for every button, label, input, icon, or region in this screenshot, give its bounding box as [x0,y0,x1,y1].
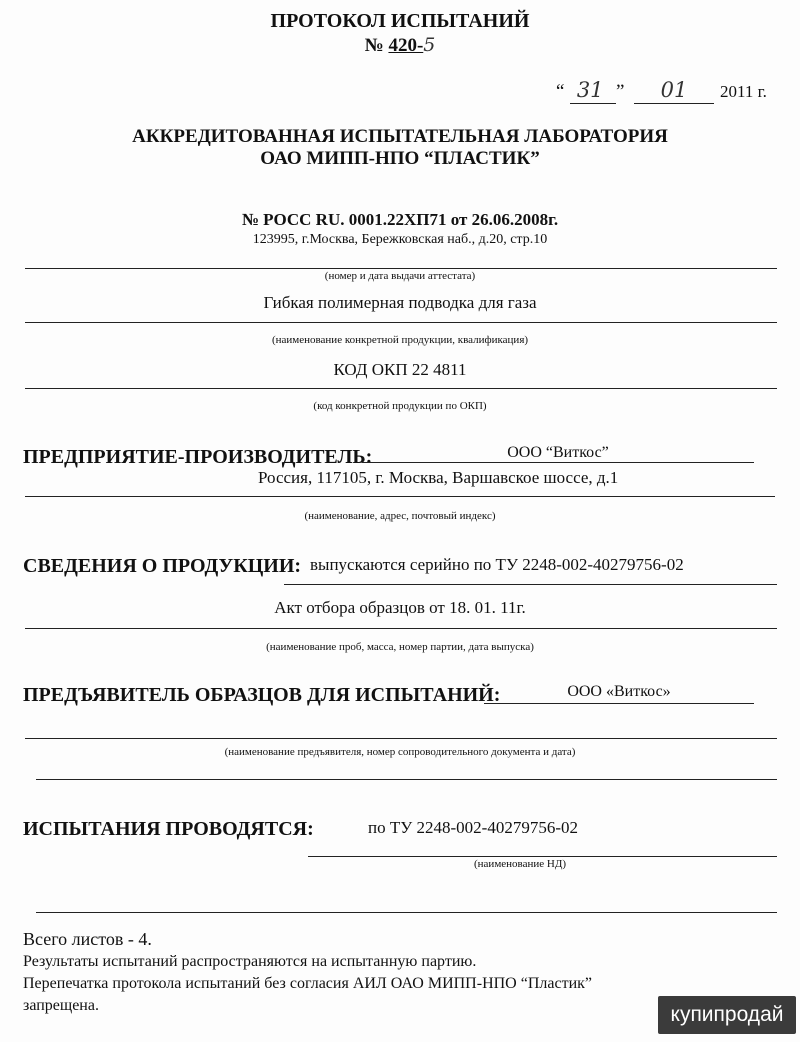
sample-act: Акт отбора образцов от 18. 01. 11г. [274,598,526,617]
product-code-caption: (код конкретной продукции по ОКП) [313,400,487,412]
lab-title-line2: ОАО МИПП-НПО “ПЛАСТИК” [260,148,540,169]
product-code: КОД ОКП 22 4811 [333,360,467,379]
product-info-value: выпускаются серийно по ТУ 2248-002-40279756-02 [310,555,684,574]
total-sheets: Всего листов - 4. [23,929,152,949]
divider-line [25,322,777,323]
cert-caption: (номер и дата выдачи аттестата) [324,270,476,282]
site-watermark: купипродай [658,996,796,1034]
divider-line [25,388,777,389]
divider-line [36,779,777,780]
tests-label: ИСПЫТАНИЯ ПРОВОДЯТСЯ: [23,818,314,840]
submitter-name: ООО «Виткос» [567,683,671,700]
submitter-name-underline [484,703,754,704]
date-close-quote: ” [615,81,625,102]
document-title: ПРОТОКОЛ ИСПЫТАНИЙ [270,10,530,32]
manufacturer-name-underline [362,462,754,463]
footer-line-3: запрещена. [23,997,99,1014]
number-prefix: № [364,35,384,56]
product-info-underline [284,584,777,585]
submitter-caption: (наименование предъявителя, номер сопроводительного документа и дата) [224,746,576,758]
date-month: 01 [660,78,688,102]
number-handwritten: 5 [423,34,436,56]
divider-line [25,628,777,629]
product-name: Гибкая полимерная подводка для газа [263,293,537,312]
month-underline [634,103,714,104]
lab-address: 123995, г.Москва, Бережковская наб., д.20, стр.10 [252,232,548,247]
tests-caption: (наименование НД) [474,858,566,870]
submitter-label: ПРЕДЪЯВИТЕЛЬ ОБРАЗЦОВ ДЛЯ ИСПЫТАНИЙ: [23,684,501,706]
lab-title-line1: АККРЕДИТОВАННАЯ ИСПЫТАТЕЛЬНАЯ ЛАБОРАТОРИЯ [132,126,668,147]
date-day: 31 [576,78,604,102]
date-year: 2011 г. [720,82,767,101]
number-printed: 420- [388,35,424,56]
divider-line [25,268,777,269]
manufacturer-name: ООО “Виткос” [507,444,609,461]
protocol-number [0,34,800,57]
manufacturer-caption: (наименование, адрес, почтовый индекс) [304,510,496,522]
product-name-caption: (наименование конкретной продукции, квалификация) [271,334,529,346]
manufacturer-label: ПРЕДПРИЯТИЕ-ПРОИЗВОДИТЕЛЬ: [23,446,373,468]
day-underline [570,103,616,104]
footer-line-2: Перепечатка протокола испытаний без согласия АИЛ ОАО МИПП-НПО “Пластик” [23,975,592,992]
product-info-label: СВЕДЕНИЯ О ПРОДУКЦИИ: [23,555,302,577]
document-date [556,78,624,103]
product-info-caption: (наименование проб, масса, номер партии, дата выпуска) [266,641,534,653]
divider-line [25,738,777,739]
divider-line [25,496,775,497]
tests-underline [308,856,777,857]
manufacturer-address: Россия, 117105, г. Москва, Варшавское шоссе, д.1 [258,468,619,487]
divider-line [36,912,777,913]
lab-certificate: № РОСС RU. 0001.22ХП71 от 26.06.2008г. [241,210,559,229]
footer-line-1: Результаты испытаний распространяются на испытанную партию. [23,953,477,970]
date-open-quote: “ [556,81,565,102]
tests-value: по ТУ 2248-002-40279756-02 [368,818,579,837]
